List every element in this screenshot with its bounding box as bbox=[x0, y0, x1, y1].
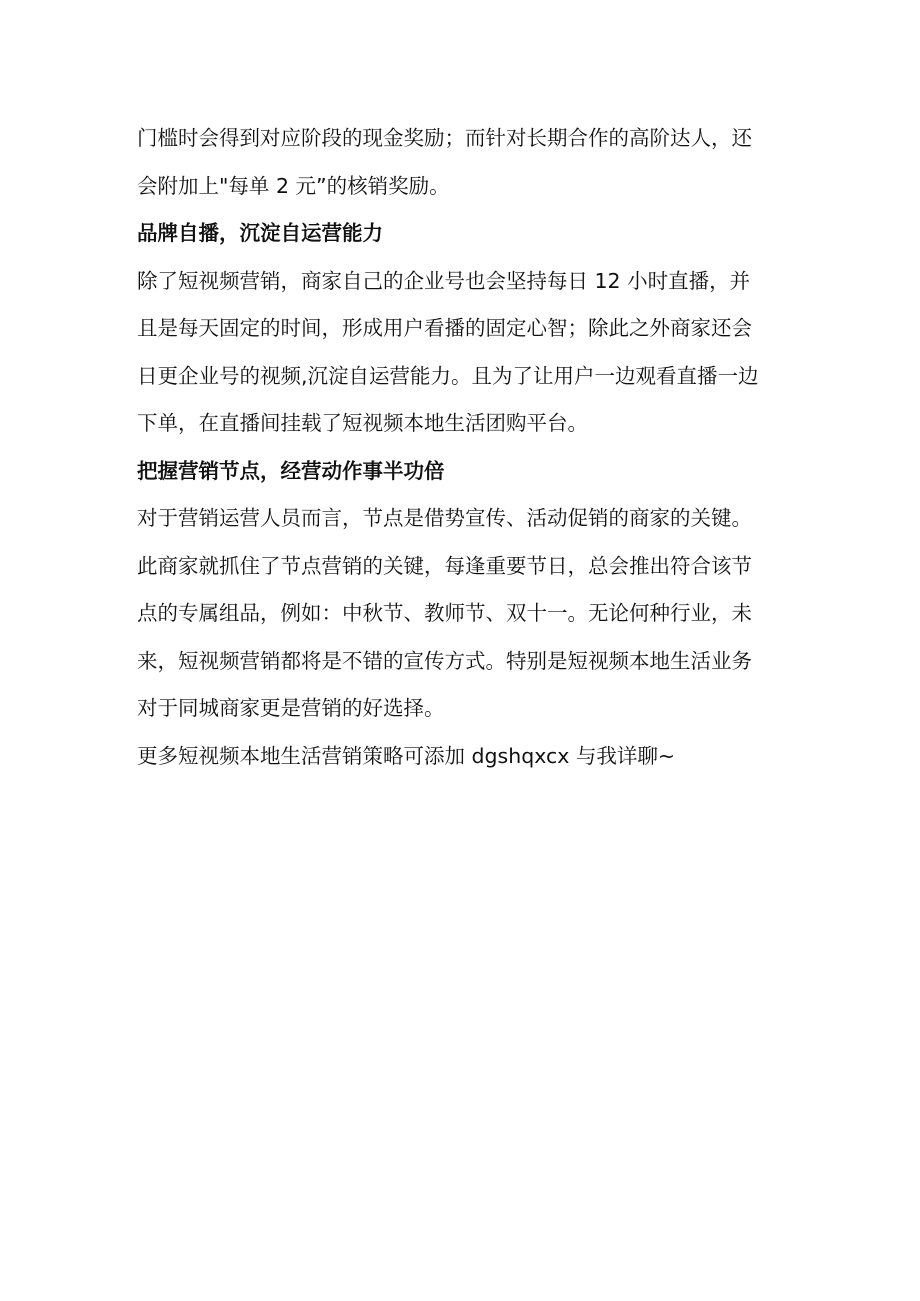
paragraph-2-line-5: 对于同城商家更是营销的好选择。 bbox=[137, 696, 445, 720]
paragraph-1-line-4: 下单，在直播间挂载了短视频本地生活团购平台。 bbox=[137, 411, 588, 435]
intro-paragraph bbox=[137, 118, 797, 213]
paragraph-1-line-1: 除了短视频营销，商家自己的企业号也会坚持每日 12 小时直播，并 bbox=[137, 268, 751, 293]
paragraph-2-line-2: 此商家就抓住了节点营销的关键，每逢重要节日，总会推出符合该节 bbox=[137, 553, 752, 578]
self-broadcast-paragraph bbox=[137, 261, 797, 451]
paragraph-1-line-2: 且是每天固定的时间，形成用户看播的固定心智；除此之外商家还会 bbox=[137, 316, 752, 340]
closing-line: 更多短视频本地生活营销策略可添加 dgshqxcx 与我详聊~ bbox=[137, 743, 676, 768]
intro-line-2: 会附加上"每单 2 元”的核销奖励。 bbox=[137, 173, 450, 198]
document-page bbox=[137, 118, 797, 783]
section-heading-marketing-nodes: 把握营销节点，经营动作事半功倍 bbox=[137, 458, 445, 483]
paragraph-1-line-3: 日更企业号的视频,沉淀自运营能力。且为了让用户一边观看直播一边 bbox=[137, 363, 759, 388]
intro-line-1: 门槛时会得到对应阶段的现金奖励；而针对长期合作的高阶达人，还 bbox=[137, 126, 752, 150]
section-heading-self-broadcast: 品牌自播，沉淀自运营能力 bbox=[137, 221, 383, 245]
marketing-nodes-paragraph bbox=[137, 498, 797, 736]
paragraph-2-line-3: 点的专属组品，例如：中秋节、教师节、双十一。无论何种行业，未 bbox=[137, 601, 752, 625]
paragraph-2-line-4: 来，短视频营销都将是不错的宣传方式。特别是短视频本地生活业务 bbox=[137, 648, 752, 673]
paragraph-2-line-1: 对于营销运营人员而言，节点是借势宣传、活动促销的商家的关键。 bbox=[137, 506, 752, 530]
